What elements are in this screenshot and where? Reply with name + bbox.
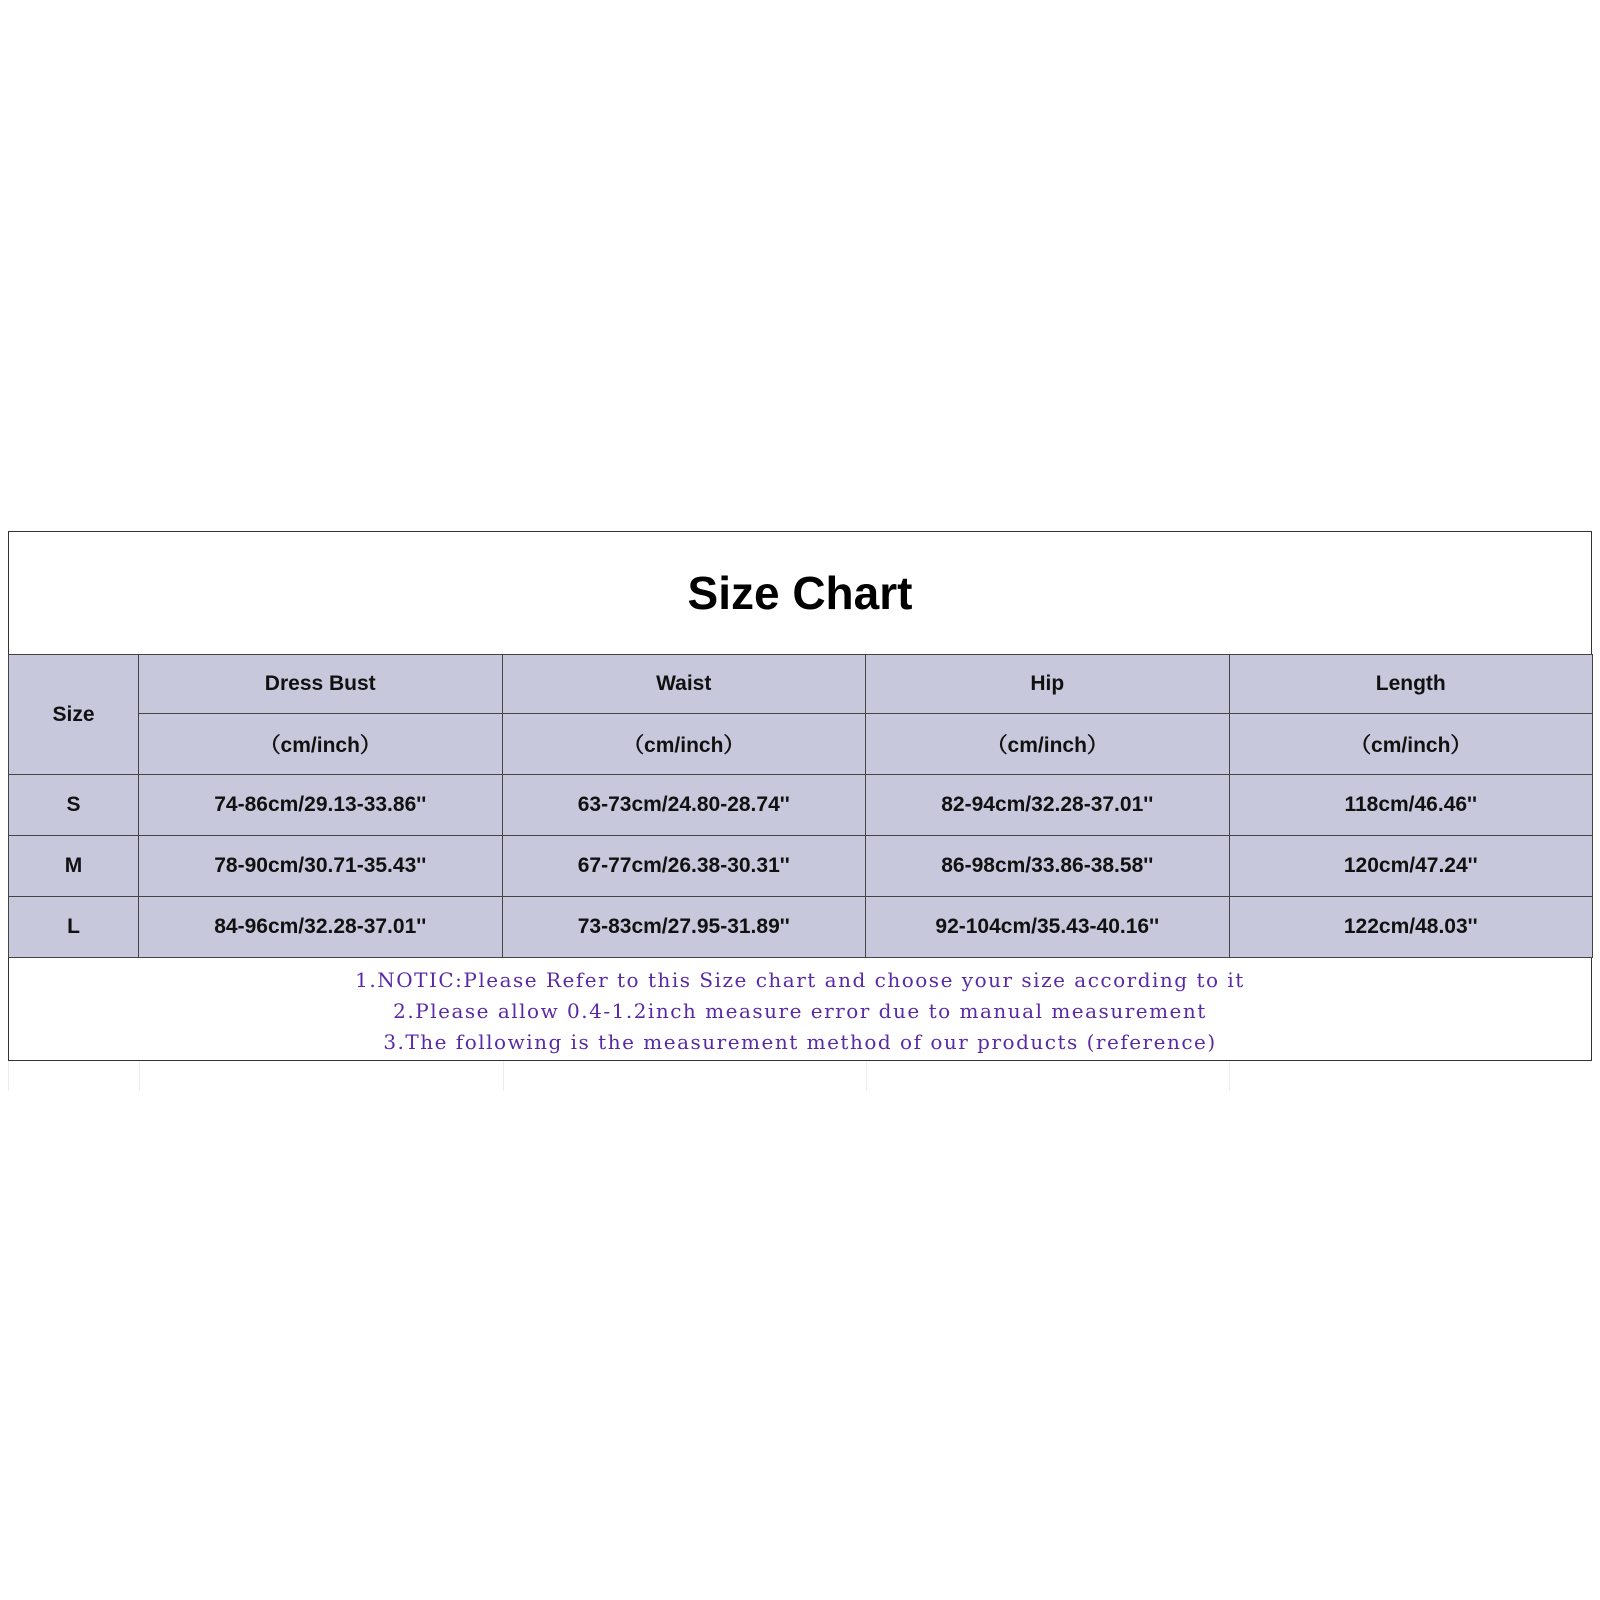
size-chart-sheet bbox=[8, 531, 1592, 1061]
divider bbox=[503, 1061, 504, 1091]
table-header-row bbox=[9, 655, 1593, 714]
page-title: Size Chart bbox=[687, 567, 913, 619]
divider bbox=[139, 1061, 140, 1091]
table-row-s bbox=[9, 775, 1593, 836]
table-cell: 122cm/48.03'' bbox=[1229, 897, 1593, 958]
table-cell: 120cm/47.24'' bbox=[1229, 836, 1593, 897]
table-row-l bbox=[9, 897, 1593, 958]
column-header-dress-bust: Dress Bust bbox=[139, 655, 503, 714]
table-cell: 78-90cm/30.71-35.43'' bbox=[139, 836, 503, 897]
divider bbox=[1229, 1061, 1230, 1091]
size-table bbox=[8, 654, 1593, 958]
divider bbox=[8, 1061, 9, 1091]
table-cell: 92-104cm/35.43-40.16'' bbox=[866, 897, 1230, 958]
note-line: 1.NOTIC:Please Refer to this Size chart and choose your size according to it bbox=[355, 967, 1245, 992]
table-cell: 67-77cm/26.38-30.31'' bbox=[502, 836, 866, 897]
unit-label: （cm/inch） bbox=[866, 714, 1230, 775]
column-header-waist: Waist bbox=[502, 655, 866, 714]
size-column-header: Size bbox=[9, 655, 139, 775]
table-cell: 86-98cm/33.86-38.58'' bbox=[866, 836, 1230, 897]
unit-label: （cm/inch） bbox=[139, 714, 503, 775]
unit-label: （cm/inch） bbox=[502, 714, 866, 775]
note-line: 2.Please allow 0.4-1.2inch measure error due to manual measurement bbox=[393, 998, 1207, 1023]
title-band bbox=[9, 532, 1591, 654]
note-line: 3.The following is the measurement method of our products (reference) bbox=[383, 1029, 1217, 1054]
table-cell: 73-83cm/27.95-31.89'' bbox=[502, 897, 866, 958]
column-header-length: Length bbox=[1229, 655, 1593, 714]
table-cell: 82-94cm/32.28-37.01'' bbox=[866, 775, 1230, 836]
notes-block bbox=[9, 962, 1591, 1060]
unit-label: （cm/inch） bbox=[1229, 714, 1593, 775]
column-header-hip: Hip bbox=[866, 655, 1230, 714]
size-label: S bbox=[9, 775, 139, 836]
table-cell: 63-73cm/24.80-28.74'' bbox=[502, 775, 866, 836]
size-label: L bbox=[9, 897, 139, 958]
table-cell: 84-96cm/32.28-37.01'' bbox=[139, 897, 503, 958]
size-label: M bbox=[9, 836, 139, 897]
table-cell: 118cm/46.46'' bbox=[1229, 775, 1593, 836]
divider bbox=[866, 1061, 867, 1091]
table-cell: 74-86cm/29.13-33.86'' bbox=[139, 775, 503, 836]
table-unit-row bbox=[9, 714, 1593, 775]
table-row-m bbox=[9, 836, 1593, 897]
faint-grid-lines bbox=[0, 1061, 1600, 1091]
